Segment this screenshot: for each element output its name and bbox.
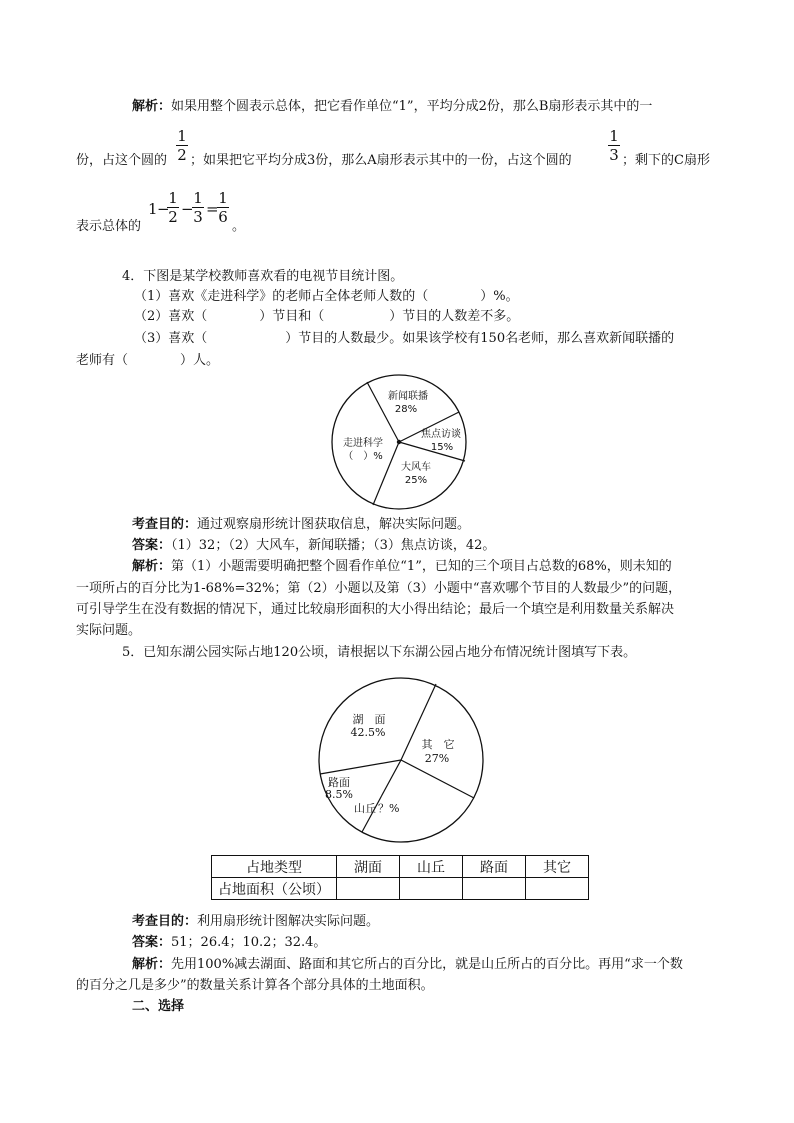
slice-label-xinwen: 新闻联播 [388, 391, 428, 402]
q4-sub2: （2）喜欢（ ）节目和（ ）节目的人数差不多。 [134, 309, 520, 324]
table-header-cell: 占地类型 [212, 856, 337, 878]
table-header-cell: 其它 [526, 856, 589, 878]
slice-label-dafengche: 大风车 [401, 462, 431, 473]
table-empty-cell [463, 878, 526, 900]
table-row-label: 占地面积（公顷） [212, 878, 337, 900]
slice-value-xinwen: 28% [394, 404, 418, 415]
analysis-label: 解析： [132, 99, 172, 114]
q4-answer: 答案：（1）32；（2）大风车，新闻联播；（3）焦点访谈，42。 [132, 538, 496, 553]
slice2-label-humian: 湖 面 [352, 713, 386, 726]
slice2-value-humian: 42.5% [350, 726, 386, 739]
expr-frac-third: 1 3 [193, 189, 203, 226]
expr-frac-sixth: 1 6 [218, 189, 228, 226]
q4-sub3b: 老师有（ ）人。 [76, 353, 220, 368]
analysis-top-line2b: ；如果把它平均分成3份，那么A扇形表示其中的一份，占这个圆的 [190, 153, 572, 168]
analysis-top-line2a: 份，占这个圆的 [76, 153, 168, 168]
q4-analysis-3: 可引导学生在没有数据的情况下，通过比较扇形面积的大小得出结论；最后一个填空是利用数量关系解决 [76, 602, 675, 617]
fraction-one-half: 1 2 [177, 127, 187, 164]
q4-analysis-4: 实际问题。 [76, 623, 142, 638]
slice2-value-qita: 27% [424, 752, 450, 765]
table-row [212, 878, 589, 900]
tv-program-pie-chart [325, 370, 475, 515]
slice2-value-lumian: 8.5% [325, 788, 353, 801]
expr-frac-half: 1 2 [168, 189, 178, 226]
analysis-top-line1: 解析：如果用整个圆表示总体，把它看作单位“1”，平均分成2份，那么B扇形表示其中的一 [132, 99, 653, 114]
q4-analysis-1: 解析：第（1）小题需要明确把整个圆看作单位“1”，已知的三个项目占总数的68%，则未知的 [132, 559, 672, 574]
pie-center-dot [397, 440, 401, 444]
fraction-one-third: 1 3 [609, 127, 619, 164]
section-heading-choice: 二、选择 [132, 999, 185, 1014]
expr-one: 1 [148, 200, 158, 218]
slice2-label-lumian: 路面 [328, 776, 350, 789]
analysis-top-line3a: 表示总体的 [76, 219, 142, 234]
q4-analysis-2: 一项所占的百分比为1-68%=32%；第（2）小题以及第（3）小题中“喜欢哪个节目的人数最少”的问题， [76, 581, 682, 596]
table-header-cell: 路面 [463, 856, 526, 878]
slice-value-jiaodian: 15% [430, 442, 454, 453]
table-header-row [212, 856, 589, 878]
table-empty-cell [400, 878, 463, 900]
land-area-table [211, 855, 589, 900]
analysis-top-line2c: ；剩下的C扇形 [622, 153, 710, 168]
q5-title: 5．已知东湖公园实际占地120公顷，请根据以下东湖公园占地分布情况统计图填写下表。 [122, 645, 637, 660]
expr-minus-1: − [157, 200, 170, 218]
q5-analysis-2: 的百分之几是多少”的数量关系计算各个部分具体的土地面积。 [76, 978, 434, 993]
slice2-label-shanqiu: 山丘 [354, 802, 376, 815]
expr-minus-2: − [181, 200, 194, 218]
slice-value-dafengche: 25% [404, 475, 428, 486]
table-empty-cell [526, 878, 589, 900]
q5-answer: 答案：51；26.4；10.2；32.4。 [132, 935, 327, 950]
q5-analysis-1: 解析：先用100%减去湖面、路面和其它所占的百分比，就是山丘所占的百分比。再用“求一个数 [132, 957, 683, 972]
q5-purpose: 考查目的：利用扇形统计图解决实际问题。 [132, 914, 380, 929]
table-empty-cell [337, 878, 400, 900]
slice2-value-shanqiu: ？% [378, 802, 400, 815]
q4-sub1: （1）喜欢《走进科学》的老师占全体老师人数的（ ）%。 [134, 289, 519, 304]
table-header-cell: 湖面 [337, 856, 400, 878]
slice-value-zoujin: （ ）% [343, 451, 383, 462]
slice-label-zoujin: 走进科学 [343, 438, 383, 449]
analysis-top-line3b: 。 [232, 219, 246, 234]
q4-sub3: （3）喜欢（ ）节目的人数最少。如果该学校有150名老师，那么喜欢新闻联播的 [134, 331, 675, 346]
q4-purpose: 考查目的：通过观察扇形统计图获取信息，解决实际问题。 [132, 517, 471, 532]
park-land-pie-chart [310, 674, 490, 846]
table-header-cell: 山丘 [400, 856, 463, 878]
slice-label-jiaodian: 焦点访谈 [421, 429, 461, 440]
slice2-label-qita: 其 它 [421, 738, 455, 751]
expr-equals: = [206, 200, 219, 218]
q4-title: 4．下图是某学校教师喜欢看的电视节目统计图。 [122, 269, 404, 284]
